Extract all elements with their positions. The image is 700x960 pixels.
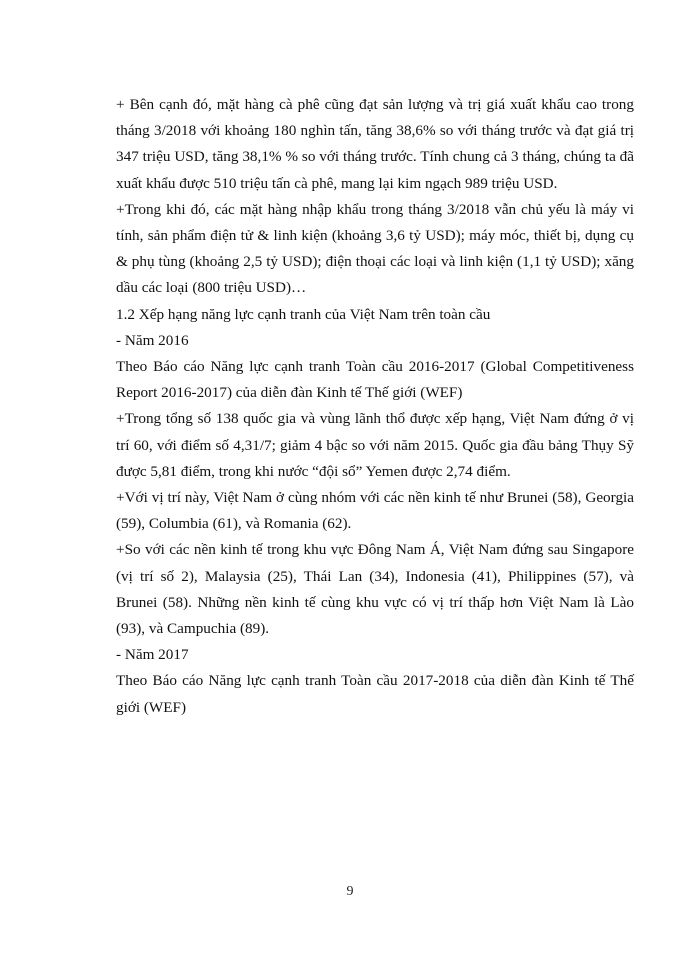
paragraph-coffee-exports: + Bên cạnh đó, mặt hàng cà phê cũng đạt sản lượng và trị giá xuất khẩu cao trong tháng 3/2018 với khoảng 180 nghìn tấn, tăng 38,6% so với tháng trước và đạt giá trị 347 triệu USD, tăng 38,1% % so với tháng trước. Tính chung cả 3 tháng, chúng ta đã xuất khẩu được 510 triệu tấn cà phê, mang lại kim ngạch 989 triệu USD. <box>116 96 634 192</box>
paragraph-wef-2016: Theo Báo cáo Năng lực cạnh tranh Toàn cầu 2016-2017 (Global Competitiveness Report 2016-2017) của diễn đàn Kinh tế Thế giới (WEF) <box>116 358 634 402</box>
subheading-year-2017: - Năm 2017 <box>116 646 189 664</box>
paragraph-rank-2016: +Trong tổng số 138 quốc gia và vùng lãnh thổ được xếp hạng, Việt Nam đứng ở vị trí 60, với điểm số 4,31/7; giảm 4 bậc so với năm 2015. Quốc gia đầu bảng Thụy Sỹ được 5,81 điểm, trong khi nước “đội sổ” Yemen được 2,74 điểm. <box>116 410 634 480</box>
paragraph-imports: +Trong khi đó, các mặt hàng nhập khẩu trong tháng 3/2018 vẫn chủ yếu là máy vi tính, sản phẩm điện tử & linh kiện (khoảng 3,6 tỷ USD); máy móc, thiết bị, dụng cụ & phụ tùng (khoảng 2,5 tỷ USD); điện thoại các loại và linh kiện (1,1 tỷ USD); xăng dầu các loại (800 triệu USD)… <box>116 200 634 297</box>
paragraph-wef-2017: Theo Báo cáo Năng lực cạnh tranh Toàn cầu 2017-2018 của diễn đàn Kinh tế Thế giới (WEF) <box>116 672 634 716</box>
section-heading-ranking: 1.2 Xếp hạng năng lực cạnh tranh của Việt Nam trên toàn cầu <box>116 305 491 323</box>
document-body <box>116 92 634 721</box>
paragraph-asean-comparison: +So với các nền kinh tế trong khu vực Đông Nam Á, Việt Nam đứng sau Singapore (vị trí số 2), Malaysia (25), Thái Lan (34), Indonesia (41), Philippines (57), và Brunei (58). Những nền kinh tế cùng khu vực có vị trí thấp hơn Việt Nam là Lào (93), và Campuchia (89). <box>116 541 634 638</box>
subheading-year-2016: - Năm 2016 <box>116 331 189 349</box>
page-number: 9 <box>346 884 354 899</box>
paragraph-peer-group: +Với vị trí này, Việt Nam ở cùng nhóm với các nền kinh tế như Brunei (58), Georgia (59), Columbia (61), và Romania (62). <box>116 489 634 533</box>
